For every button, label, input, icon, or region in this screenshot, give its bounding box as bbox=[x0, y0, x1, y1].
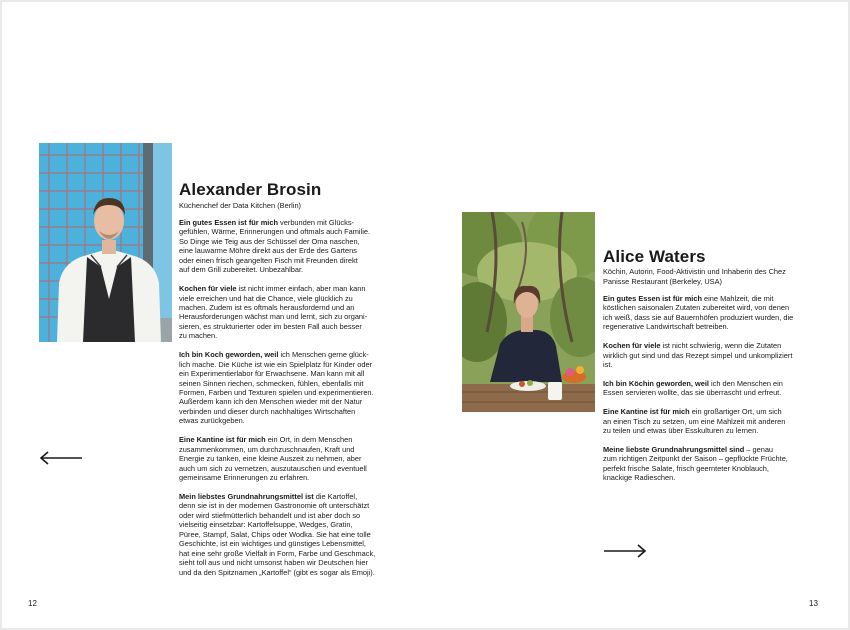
interview-text bbox=[603, 294, 825, 492]
person-role: Küchenchef der Data Kitchen (Berlin) bbox=[179, 201, 302, 210]
person-name: Alexander Brosin bbox=[179, 180, 322, 199]
interview-paragraph: Meine liebste Grundnahrungsmittel sind – genau zum richtigen Zeitpunkt der Saison – gepflückte Früchte, perfekt frische Salate, frisch geernteter Knoblauch, knackige Radieschen. bbox=[603, 445, 788, 483]
interview-paragraph: Ein gutes Essen ist für mich verbunden mit Glücks- gefühlen, Wärme, Erinnerungen und oftmals auch Familie. So Dinge wie Teig aus der Schüssel der Oma naschen, eine lauwarme Möhre direkt aus der Erde des Gartens oder einen frisch geangelten Fisch mit Freunden direkt auf dem Grill zubereitet. Unbezahlbar. bbox=[179, 218, 371, 275]
person-role: Köchin, Autorin, Food-Aktivistin und Inhaberin des Chez Panisse Restaurant (Berkeley, USA) bbox=[603, 267, 786, 286]
interview-paragraph: Ich bin Köchin geworden, weil ich den Menschen ein Essen servieren wollte, das sie überrascht und erfreut. bbox=[603, 378, 783, 398]
person-name: Alice Waters bbox=[603, 247, 706, 266]
page-number: 13 bbox=[809, 599, 818, 608]
page-number: 12 bbox=[28, 599, 37, 608]
interview-paragraph: Eine Kantine ist für mich ein großartiger Ort, um sich an einen Tisch zu setzen, um eine Mahlzeit mit anderen zu teilen und etwas über Esskulturen zu lernen. bbox=[603, 407, 786, 436]
arrow-right-icon[interactable] bbox=[603, 544, 647, 558]
portrait-photo-alice-waters bbox=[462, 212, 595, 412]
magazine-spread bbox=[2, 2, 848, 628]
interview-paragraph: Kochen für viele ist nicht schwierig, wenn die Zutaten wirklich gut sind und das Rezept simpel und unkompliziert ist. bbox=[603, 341, 793, 370]
right-page bbox=[425, 2, 848, 628]
interview-paragraph: Mein liebstes Grundnahrungsmittel ist die Kartoffel, denn sie ist in der modernen Gastronomie oft unterschätzt oder wird stiefmütterlich behandelt und ist aber doch so vielseitig einsetzbar: Kartoffelsuppe, Wedges, Gratin, Püree, Stampf, Salat, Chips oder Wodka. Sie hat eine tolle Geschichte, ist ein wichtiges und günstiges Lebensmittel, hat eine sehr große Vielfalt in Form, Farbe und Geschmack, sieht toll aus und nicht umsonst haben wir Deutschen hier und da den Spitznamen „Kartoffel“ (gibt es sogar als Emoji). bbox=[179, 491, 376, 577]
portrait-photo-alexander-brosin bbox=[39, 143, 172, 342]
interview-paragraph: Eine Kantine ist für mich ein Ort, in dem Menschen zusammenkommen, um durchzuschnaufen, Kraft und Energie zu tanken, eine kleine Auszeit zu nehmen, aber auch um sich zu vernetzen, auszutauschen und eventuell gemeinsame Erinnerungen zu erfahren. bbox=[179, 435, 367, 483]
arrow-left-icon[interactable] bbox=[39, 451, 83, 465]
interview-paragraph: Ich bin Koch geworden, weil ich Menschen gerne glück- lich mache. Die Küche ist wie ein Spielplatz für Kinder oder ein Experimentierlabor für Erwachsene. Man kann mit all seinen Sinnen riechen, schmecken, fühlen, ebenfalls mit Formen, Farben und Texturen spielen und experimentieren. Außerdem kann ich den Menschen wieder mit der Natur verbinden und dieser durch nachhaltiges Wirtschaften etwas zurückgeben. bbox=[179, 350, 374, 426]
interview-paragraph: Ein gutes Essen ist für mich eine Mahlzeit, die mit köstlichen saisonalen Zutaten zubereitet wird, von denen ich weiß, dass sie auf Bauernhöfen produziert wurden, die regenerative Landwirtschaft betreiben. bbox=[603, 294, 794, 332]
left-page bbox=[2, 2, 425, 628]
interview-paragraph: Kochen für viele ist nicht immer einfach, aber man kann viele erreichen und hat die Chance, viele glücklich zu machen. Zudem ist es oftmals herausfordernd und an Herausforderungen wächst man und lernt, sich zu organi- sieren, es strukturierter oder im besten Fall auch besser zu machen. bbox=[179, 284, 368, 341]
interview-text bbox=[179, 218, 399, 586]
